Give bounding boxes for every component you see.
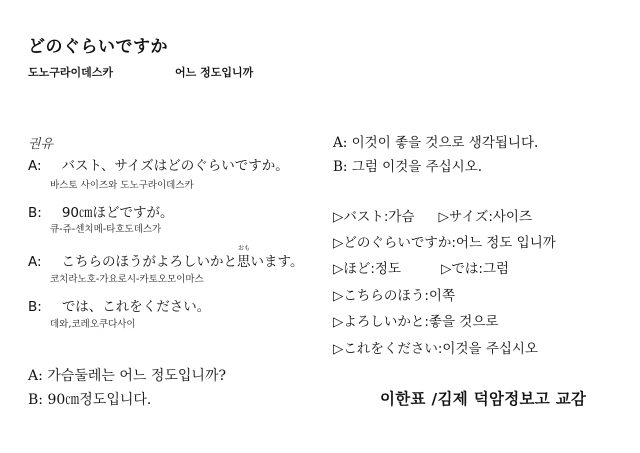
korean-text: 그럼 이것을 주십시오. [351,159,483,175]
speaker-label: A: [333,135,348,151]
vocab-item: ▷よろしいかと:좋을 것으로 [333,314,499,330]
vocab-item: ▷これをください:이것을 주십시오 [333,341,539,357]
dialogue-text: バスト、サイズはどのぐらいですか。 [61,158,289,174]
dialogue-line-1 [28,154,289,174]
pronunciation-line-2: 큐-쥬-센치메-타호도데스가 [50,224,162,235]
vocab-row-5 [333,310,498,330]
speaker-label: B: [333,159,348,175]
speaker-label: A: [28,254,42,270]
vocab-item: ▷サイズ:사이즈 [438,209,532,225]
title-translation: 어느 정도입니까 [175,66,254,79]
vocab-row-6 [333,337,538,357]
dialogue-line-2 [28,201,174,221]
vocab-item: ▷ほど:정도 [333,261,402,277]
dialogue-line-3 [28,245,304,270]
kanji: 思 [237,254,251,270]
section-label: 권유 [28,137,54,152]
korean-line-1 [333,131,538,151]
footer-line-1 [28,365,226,385]
vocab-item: ▷どのぐらいですか:어느 정도 입니까 [333,235,556,251]
vocab-row-2 [333,231,556,251]
dialogue-text: こちらのほうがよろしいかと [61,254,238,270]
footer-text: 가슴둘레는 어느 정도입니까? [47,368,226,384]
dialogue-text-end: います。 [250,254,304,270]
furigana: おも [238,245,251,252]
vocab-item: ▷では:그럼 [441,261,510,277]
speaker-label: B: [28,392,44,408]
pronunciation-line-3: 코치라노호-가요로시-카토오모이마스 [50,274,204,285]
vocab-item: ▷バスト:가슴 [333,209,415,225]
page-title: どのぐらいですか [28,37,168,57]
vocab-item: ▷こちらのほう:이쪽 [333,288,456,304]
korean-line-2 [333,155,482,175]
author-credit: 이한표 /김제 덕암정보고 교감 [380,390,587,408]
vocab-row-4 [333,284,455,304]
dialogue-text: では、これをください。 [61,299,211,315]
pronunciation-line-4: 데와,코레오쿠다사이 [50,319,136,330]
vocab-row-1 [333,205,532,225]
footer-line-2 [28,389,151,409]
kanji-with-furigana [237,245,251,270]
speaker-label: B: [28,205,42,221]
footer-text: 90㎝정도입니다. [47,392,152,408]
speaker-label: A: [28,368,43,384]
title-pronunciation: 도노구라이데스카 [28,66,114,79]
speaker-label: B: [28,299,42,315]
pronunciation-line-1: 바스토 사이즈와 도노구라이데스카 [50,180,194,191]
speaker-label: A: [28,158,42,174]
dialogue-line-4 [28,295,210,315]
vocab-row-3 [333,257,509,277]
dialogue-text: 90㎝ほどですが。 [61,205,174,221]
korean-text: 이것이 좋을 것으로 생각됩니다. [351,135,539,151]
